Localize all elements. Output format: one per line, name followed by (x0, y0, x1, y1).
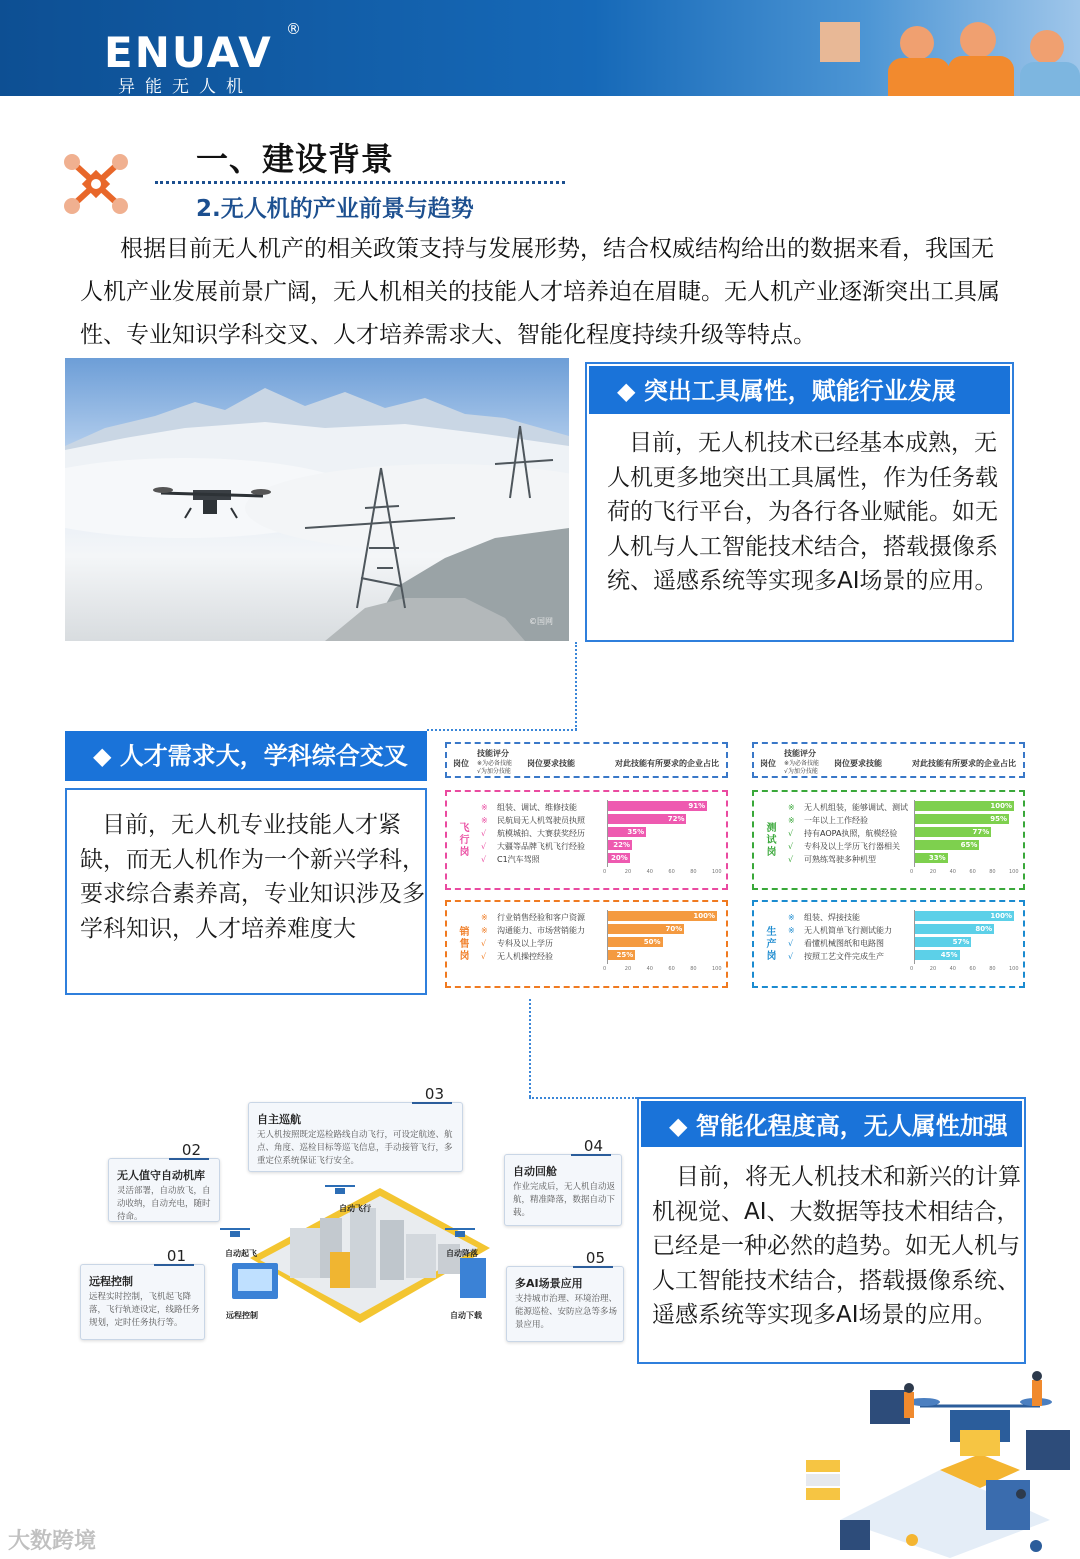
axis-tick-label: 40 (949, 966, 956, 972)
bar-mark: 22% (608, 840, 632, 850)
header-ratio: 对此技能有所要求的企业占比 (615, 759, 719, 768)
label-download: 自动下载 (450, 1311, 482, 1320)
skill-text: 可熟练驾驶多种机型 (804, 855, 876, 864)
card-number: 02 (181, 1141, 201, 1159)
card-title: 自主巡航 (257, 1113, 301, 1126)
header-score: 技能评分 (784, 749, 816, 758)
skill-text: 民航局无人机驾驶员执照 (497, 816, 585, 825)
smart-hangar-diagram (80, 1085, 630, 1348)
axis-tick-label: 40 (646, 966, 653, 972)
bar-mark: 100% (608, 911, 717, 921)
axis-tick-label: 100 (1009, 966, 1019, 972)
skill-mark: ※ (481, 803, 488, 812)
label-takeoff: 自动起飞 (225, 1249, 257, 1258)
axis-tick-label: 80 (690, 966, 697, 972)
card-body: 支持城市治理、环境治理、能源巡检、安防应急等多场景应用。 (515, 1294, 618, 1330)
skill-text: 航模城拍、大赛获奖经历 (497, 829, 585, 838)
photo-scene (65, 358, 569, 641)
logo-subtitle: 异能无人机 (118, 77, 253, 97)
feature-card (248, 1085, 463, 1172)
drone-powerline-photo (65, 358, 569, 641)
watermark: 大数跨境 (8, 1529, 97, 1554)
skill-text: 组装、焊接技能 (804, 913, 860, 922)
table-header (752, 742, 1025, 778)
card-number-underline (154, 1264, 194, 1266)
tech-illustration (800, 1370, 1080, 1559)
point-3-text: 目前，将无人机技术和新兴的计算机视觉、AI、大数据等技术相结合，已经是一种必然的趋势。如无人机与人工智能技术结合，搭载摄像系统、遥感系统等实现多AI场景的应用。 (652, 1164, 1021, 1328)
skill-mark: √ (481, 939, 487, 948)
header-skills: 岗位要求技能 (527, 759, 575, 768)
header-score-note: √为加分技能 (477, 768, 511, 775)
bar-mark: 100% (915, 801, 1014, 811)
bar-mark: 35% (608, 827, 646, 837)
header-score-note: ※为必备技能 (784, 760, 820, 767)
label-auto-fly: 自动飞行 (339, 1204, 371, 1213)
axis-tick-label: 20 (624, 869, 632, 875)
bar-mark: 72% (608, 814, 686, 824)
skill-mark: ※ (481, 926, 488, 935)
card-number-underline (573, 1266, 613, 1268)
label-remote: 远程控制 (226, 1311, 258, 1320)
skill-group (445, 900, 728, 988)
group-post-label: 生产岗 (764, 926, 775, 962)
skill-mark: ※ (788, 816, 795, 825)
kid-head (820, 22, 860, 62)
group-post-label: 飞行岗 (457, 822, 468, 858)
bar-mark: 80% (915, 924, 994, 934)
group-post-label: 销售岗 (457, 926, 468, 962)
bar-mark: 95% (915, 814, 1009, 824)
feature-cards (80, 1085, 630, 1348)
skill-group (752, 900, 1025, 988)
skill-mark: ※ (481, 913, 488, 922)
axis-tick-label: 80 (989, 869, 996, 875)
table-header (445, 742, 728, 778)
header-score-note: √为加分技能 (784, 768, 818, 775)
axis-tick-label: 0 (910, 966, 914, 972)
card-title: 自动回舱 (513, 1165, 557, 1178)
card-title: 多AI场景应用 (515, 1277, 583, 1290)
skill-table (445, 740, 728, 998)
point-2-text: 目前，无人机专业技能人才紧缺，而无人机作为一个新兴学科，要求综合素养高，专业知识涉及多学科知识，人才培养难度大 (80, 812, 425, 942)
logo-registered-mark: ® (286, 20, 301, 38)
skill-text: 看懂机械图纸和电路图 (804, 939, 884, 948)
skill-mark: √ (788, 829, 794, 838)
skill-mark: √ (481, 842, 487, 851)
skill-mark: ※ (788, 913, 795, 922)
kid-head (960, 22, 996, 58)
skill-text: 一年以上工作经验 (804, 816, 868, 825)
card-title: 无人值守自动机库 (117, 1169, 205, 1182)
skill-mark: √ (788, 855, 794, 864)
axis-tick-label: 0 (910, 869, 914, 875)
card-title: 远程控制 (89, 1275, 133, 1288)
header-score: 技能评分 (477, 749, 509, 758)
header-post: 岗位 (453, 759, 469, 768)
drone-icon (58, 148, 134, 220)
bar-mark: 91% (608, 801, 707, 811)
skill-mark: ※ (481, 816, 488, 825)
connector-line (575, 642, 577, 730)
point-1-text: 目前，无人机技术已经基本成熟，无人机更多地突出工具属性，作为任务载荷的飞行平台，为各行各业赋能。如无人机与人工智能技术结合，搭载摄像系统、遥感系统等实现多AI场景的应用。 (607, 430, 998, 594)
card-body: 远程实时控制，飞机起飞降落，飞行轨迹设定，线路任务规划，定时任务执行等。 (89, 1292, 200, 1328)
bar-mark: 20% (608, 853, 630, 863)
axis-tick-label: 60 (668, 869, 675, 875)
card-number-underline (571, 1154, 611, 1156)
connector-line (427, 729, 577, 731)
point-1-heading: ◆ 突出工具属性，赋能行业发展 (589, 366, 1010, 414)
group-post-label: 测试岗 (764, 822, 775, 858)
skill-text: 专科及以上学历飞行器相关 (804, 842, 900, 851)
skill-mark: √ (481, 855, 487, 864)
skill-mark: ※ (788, 926, 795, 935)
bar-chart (607, 910, 716, 964)
axis-tick-label: 60 (969, 966, 976, 972)
bar-mark: 50% (608, 937, 663, 947)
skill-mark: ※ (788, 803, 795, 812)
bar-chart (607, 800, 716, 867)
axis-tick-label: 0 (603, 869, 607, 875)
skill-mark: √ (788, 842, 794, 851)
skill-text: 无人机简单飞行测试能力 (804, 926, 892, 935)
skill-text: 无人机操控经验 (497, 952, 553, 961)
bar-mark: 33% (915, 853, 948, 863)
skill-mark: √ (481, 952, 487, 961)
skill-text: 沟通能力、市场营销能力 (497, 926, 585, 935)
axis-tick-label: 80 (690, 869, 697, 875)
axis-tick-label: 100 (712, 966, 722, 972)
feature-card (506, 1249, 624, 1342)
axis-tick-label: 100 (1009, 869, 1019, 875)
skill-text: 持有AOPA执照，航模经验 (804, 829, 898, 838)
photo-credit: ©国网 (529, 617, 553, 626)
header-score-note: ※为必备技能 (477, 760, 513, 767)
axis-tick-label: 20 (624, 966, 632, 972)
skill-group (445, 790, 728, 890)
section-title: 一、建设背景 (196, 140, 395, 178)
bar-mark: 65% (915, 840, 979, 850)
bar-mark: 25% (608, 950, 635, 960)
feature-card (504, 1137, 622, 1226)
skill-tables (445, 740, 1025, 998)
card-number: 01 (166, 1247, 186, 1265)
kid-shirt (948, 56, 1014, 96)
point-2-heading: ◆ 人才需求大，学科综合交叉 (65, 731, 427, 781)
bar-chart (914, 910, 1013, 964)
axis-tick-label: 80 (989, 966, 996, 972)
header-ratio: 对此技能有所要求的企业占比 (912, 759, 1016, 768)
kid-shirt (1020, 62, 1080, 96)
axis-tick-label: 60 (969, 869, 976, 875)
card-number-underline (412, 1102, 452, 1104)
card-number: 03 (424, 1085, 444, 1103)
skill-mark: √ (788, 939, 794, 948)
intro-paragraph: 根据目前无人机产的相关政策支持与发展形势，结合权威结构给出的数据来看，我国无人机产业发展前景广阔，无人机相关的技能人才培养迫在眉睫。无人机产业逐渐突出工具属性、专业知识学科交叉、人才培养需求大、智能化程度持续升级等特点。 (80, 236, 1000, 348)
card-number-underline (169, 1158, 209, 1160)
connector-line (529, 995, 531, 1097)
bar-mark: 100% (915, 911, 1014, 921)
axis-tick-label: 60 (668, 966, 675, 972)
card-body: 灵活部署，自动放飞，自动收纳，自动充电，随时待命。 (117, 1186, 211, 1222)
skill-text: 按照工艺文件完成生产 (804, 952, 884, 961)
title-divider (155, 181, 565, 184)
skill-text: 专科及以上学历 (497, 939, 553, 948)
skill-group (752, 790, 1025, 890)
bar-mark: 45% (915, 950, 960, 960)
card-body: 无人机按照既定巡检路线自动飞行，可设定航迹、航点、角度、巡检目标等巡飞信息，手动接管飞行，多重定位系统保证飞行安全。 (257, 1130, 453, 1166)
section-subtitle: 2.无人机的产业前景与趋势 (196, 196, 474, 222)
logo-wordmark: ENUAV (104, 28, 273, 77)
feature-card (80, 1247, 205, 1340)
kid-shirt (888, 58, 950, 96)
skill-text: 大疆等品牌飞机飞行经验 (497, 842, 585, 851)
skill-text: 行业销售经验和客户资源 (497, 913, 585, 922)
skill-text: C1汽车驾照 (497, 855, 540, 864)
axis-tick-label: 40 (646, 869, 653, 875)
feature-card (108, 1141, 220, 1222)
axis-tick-label: 40 (949, 869, 956, 875)
card-number: 05 (585, 1249, 605, 1267)
bar-mark: 70% (608, 924, 684, 934)
kid-head (900, 26, 934, 60)
axis-tick-label: 20 (929, 966, 937, 972)
header-post: 岗位 (760, 759, 776, 768)
kid-head (1030, 30, 1064, 64)
axis-tick-label: 100 (712, 869, 722, 875)
axis-tick-label: 20 (929, 869, 937, 875)
skill-text: 组装、调试、维修技能 (497, 803, 577, 812)
axis-tick-label: 0 (603, 966, 607, 972)
header-skills: 岗位要求技能 (834, 759, 882, 768)
skill-mark: √ (788, 952, 794, 961)
bar-mark: 77% (915, 827, 991, 837)
point-3-heading: ◆ 智能化程度高，无人属性加强 (641, 1101, 1022, 1147)
skill-text: 无人机组装，能够调试、测试 (804, 803, 908, 812)
bar-mark: 57% (915, 937, 971, 947)
card-body: 作业完成后，无人机自动返航，精准降落，数据自动下载。 (513, 1182, 616, 1218)
skill-mark: √ (481, 829, 487, 838)
skill-table (752, 740, 1025, 998)
bar-chart (914, 800, 1013, 867)
card-number: 04 (583, 1137, 603, 1155)
label-landing: 自动降落 (446, 1249, 478, 1258)
